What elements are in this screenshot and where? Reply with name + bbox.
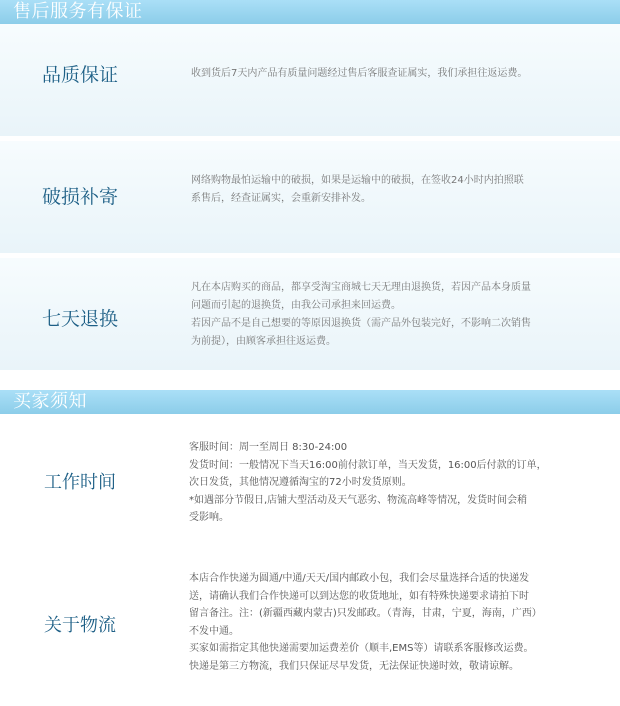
buyer-item-title: 关于物流 — [44, 615, 116, 636]
service-card-title: 破损补寄 — [41, 186, 118, 208]
service-card-damage — [0, 141, 620, 253]
service-card-description: 凡在本店购买的商品，都享受淘宝商城七天无理由退换货，若因产品本身质量 问题而引起的退换货，由我公司承担来回运费。 若因产品不是自己想要的等原因退换货（需产品外包装完好，不影响二次销售 为前提），由顾客承担往返运费。 — [191, 282, 531, 347]
service-card-quality — [0, 24, 620, 136]
buyer-item-hours — [0, 414, 620, 552]
buyer-section-title: 买家须知 — [13, 391, 87, 412]
service-section-title: 售后服务有保证 — [13, 1, 143, 22]
buyer-item-logistics — [0, 560, 620, 706]
service-card-description: 收到货后7天内产品有质量问题经过售后客服查证属实，我们承担往返运费。 — [191, 68, 528, 79]
service-card-title: 七天退换 — [41, 308, 118, 330]
service-card-return — [0, 258, 620, 370]
service-card-description: 网络购物最怕运输中的破损，如果是运输中的破损，在签收24小时内拍照联 系售后，经查证属实，会重新安排补发。 — [191, 175, 524, 204]
buyer-item-title: 工作时间 — [44, 472, 116, 493]
buyer-item-description: 本店合作快递为圆通/中通/天天/国内邮政小包，我们会尽量选择合适的快递发 送，请确认我们合作快递可以到达您的收货地址，如有特殊快递要求请拍下时 留言备注。注：(新疆西藏内蒙古)只发邮政。（青海，甘肃，宁夏，海南，广西） 不发中通。 买家如需指定其他快递需要加运费差价（顺丰,EMS等）请联系客服修改运费。 快递是第三方物流，我们只保证尽早发货，无法保证快递时效，敬请谅解。 — [189, 573, 542, 672]
buyer-section-header — [0, 390, 620, 414]
service-section-header — [0, 0, 620, 24]
buyer-item-description: 客服时间：周一至周日 8:30-24:00 发货时间：一般情况下当天16:00前付款订单，当天发货，16:00后付款的订单， 次日发货，其他情况遵循淘宝的72小时发货原则。 *如遇部分节假日,店铺大型活动及天气恶劣、物流高峰等情况，发货时间会稍 受影响。 — [189, 442, 547, 523]
service-card-title: 品质保证 — [41, 64, 118, 86]
